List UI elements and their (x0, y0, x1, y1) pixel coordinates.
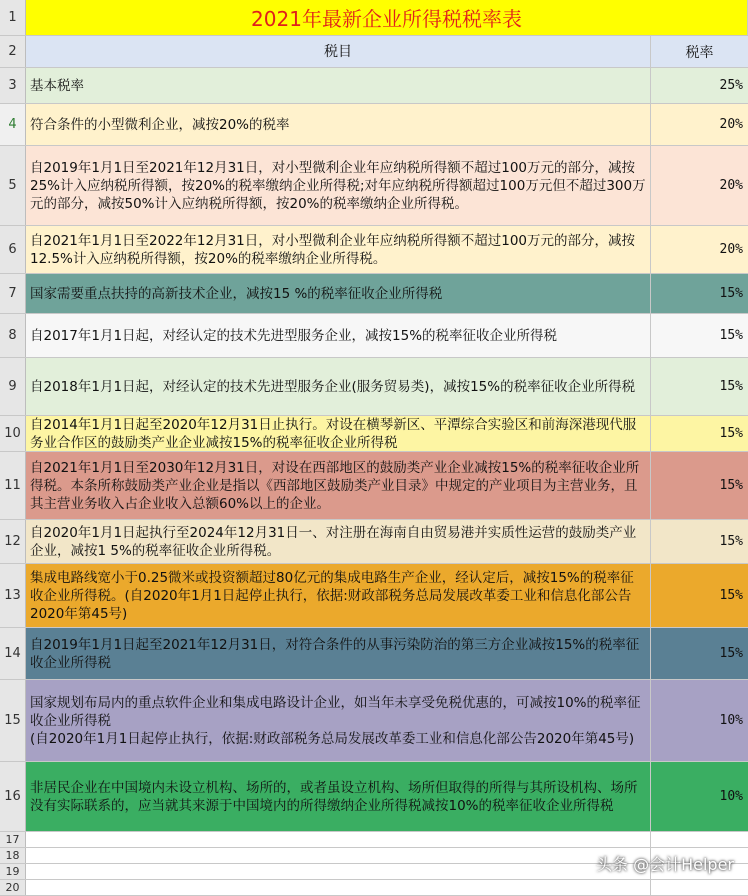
item-cell[interactable]: 自2021年1月1日至2022年12月31日，对小型微利企业年应纳税所得额不超过100万元的部分，减按12.5%计入应纳税所得额，按20%的税率缴纳企业所得税。 (26, 226, 651, 273)
rate-cell[interactable]: 15% (651, 628, 748, 679)
row-header[interactable]: 18 (0, 848, 26, 863)
table-row (0, 520, 748, 564)
item-cell[interactable]: 符合条件的小型微利企业，减按20%的税率 (26, 104, 651, 145)
row-header[interactable]: 1 (0, 0, 26, 35)
table-row (0, 146, 748, 226)
row-header[interactable]: 12 (0, 520, 26, 563)
empty-cell[interactable] (651, 832, 748, 847)
header-row (0, 36, 748, 68)
table-row (0, 680, 748, 762)
row-header[interactable]: 13 (0, 564, 26, 627)
row-header[interactable]: 14 (0, 628, 26, 679)
item-cell[interactable]: 自2018年1月1日起，对经认定的技术先进型服务企业(服务贸易类)，减按15%的税率征收企业所得税 (26, 358, 651, 415)
title-row (0, 0, 748, 36)
item-cell[interactable]: 自2017年1月1日起，对经认定的技术先进型服务企业，减按15%的税率征收企业所得税 (26, 314, 651, 357)
column-header-item[interactable]: 税目 (26, 36, 651, 67)
row-header[interactable]: 8 (0, 314, 26, 357)
rate-cell[interactable]: 15% (651, 452, 748, 519)
row-header[interactable]: 16 (0, 762, 26, 831)
table-row (0, 68, 748, 104)
row-header[interactable]: 17 (0, 832, 26, 847)
rate-cell[interactable]: 20% (651, 104, 748, 145)
empty-cell[interactable] (26, 864, 651, 879)
row-header[interactable]: 6 (0, 226, 26, 273)
table-row (0, 564, 748, 628)
row-header[interactable]: 11 (0, 452, 26, 519)
rate-cell[interactable]: 15% (651, 274, 748, 313)
empty-row (0, 880, 748, 896)
rate-cell[interactable]: 15% (651, 314, 748, 357)
row-header[interactable]: 15 (0, 680, 26, 761)
rate-cell[interactable]: 15% (651, 358, 748, 415)
data-rows (0, 68, 748, 832)
row-header[interactable]: 3 (0, 68, 26, 103)
row-header[interactable]: 5 (0, 146, 26, 225)
sheet-title[interactable]: 2021年最新企业所得税税率表 (26, 0, 748, 35)
table-row (0, 452, 748, 520)
rate-cell[interactable]: 15% (651, 520, 748, 563)
item-cell[interactable]: 基本税率 (26, 68, 651, 103)
table-row (0, 274, 748, 314)
item-cell[interactable]: 自2020年1月1日起执行至2024年12月31日一、对注册在海南自由贸易港并实质性运营的鼓励类产业企业，减按1 5%的税率征收企业所得税。 (26, 520, 651, 563)
rate-cell[interactable]: 10% (651, 680, 748, 761)
item-cell[interactable]: 国家规划布局内的重点软件企业和集成电路设计企业，如当年未享受免税优惠的，可减按10%的税率征收企业所得税 (自2020年1月1日起停止执行，依据:财政部税务总局发展改革委工业和信息化部公告2020年第45号) (26, 680, 651, 761)
empty-cell[interactable] (26, 880, 651, 895)
row-header[interactable]: 7 (0, 274, 26, 313)
empty-cell[interactable] (26, 848, 651, 863)
row-header[interactable]: 10 (0, 416, 26, 451)
table-row (0, 416, 748, 452)
item-cell[interactable]: 自2019年1月1日至2021年12月31日，对小型微利企业年应纳税所得额不超过100万元的部分，减按25%计入应纳税所得额，按20%的税率缴纳企业所得税;对年应纳税所得额超过100万元但不超过300万元的部分，减按50%计入应纳税所得额，按20%的税率缴纳企业所得税。 (26, 146, 651, 225)
row-header[interactable]: 9 (0, 358, 26, 415)
item-cell[interactable]: 国家需要重点扶持的高新技术企业，减按15 %的税率征收企业所得税 (26, 274, 651, 313)
item-cell[interactable]: 自2021年1月1日至2030年12月31日，对设在西部地区的鼓励类产业企业减按15%的税率征收企业所得税。本条所称鼓励类产业企业是指以《西部地区鼓励类产业目录》中规定的产业项目为主营业务，且其主营业务收入占企业收入总额60%以上的企业。 (26, 452, 651, 519)
column-header-rate[interactable]: 税率 (651, 36, 748, 67)
rate-cell[interactable]: 20% (651, 226, 748, 273)
empty-row (0, 832, 748, 848)
row-header[interactable]: 4 (0, 104, 26, 145)
watermark: 头条 @会计Helper (596, 855, 734, 874)
row-header[interactable]: 20 (0, 880, 26, 895)
table-row (0, 358, 748, 416)
rate-cell[interactable]: 10% (651, 762, 748, 831)
table-row (0, 314, 748, 358)
item-cell[interactable]: 非居民企业在中国境内未设立机构、场所的，或者虽设立机构、场所但取得的所得与其所设机构、场所没有实际联系的，应当就其来源于中国境内的所得缴纳企业所得税减按10%的税率征收企业所得税 (26, 762, 651, 831)
rate-cell[interactable]: 15% (651, 564, 748, 627)
empty-cell[interactable] (26, 832, 651, 847)
table-row (0, 104, 748, 146)
row-header[interactable]: 2 (0, 36, 26, 67)
empty-cell[interactable] (651, 880, 748, 895)
rate-cell[interactable]: 25% (651, 68, 748, 103)
item-cell[interactable]: 自2014年1月1日起至2020年12月31日止执行。对设在横琴新区、平潭综合实验区和前海深港现代服务业合作区的鼓励类产业企业减按15%的税率征收企业所得税 (26, 416, 651, 451)
table-row (0, 628, 748, 680)
item-cell[interactable]: 集成电路线宽小于0.25微米或投资额超过80亿元的集成电路生产企业，经认定后，减按15%的税率征收企业所得税。(自2020年1月1日起停止执行，依据:财政部税务总局发展改革委工业和信息化部公告2020年第45号) (26, 564, 651, 627)
row-header[interactable]: 19 (0, 864, 26, 879)
rate-cell[interactable]: 15% (651, 416, 748, 451)
table-row (0, 762, 748, 832)
item-cell[interactable]: 自2019年1月1日起至2021年12月31日，对符合条件的从事污染防治的第三方企业减按15%的税率征收企业所得税 (26, 628, 651, 679)
rate-cell[interactable]: 20% (651, 146, 748, 225)
table-row (0, 226, 748, 274)
